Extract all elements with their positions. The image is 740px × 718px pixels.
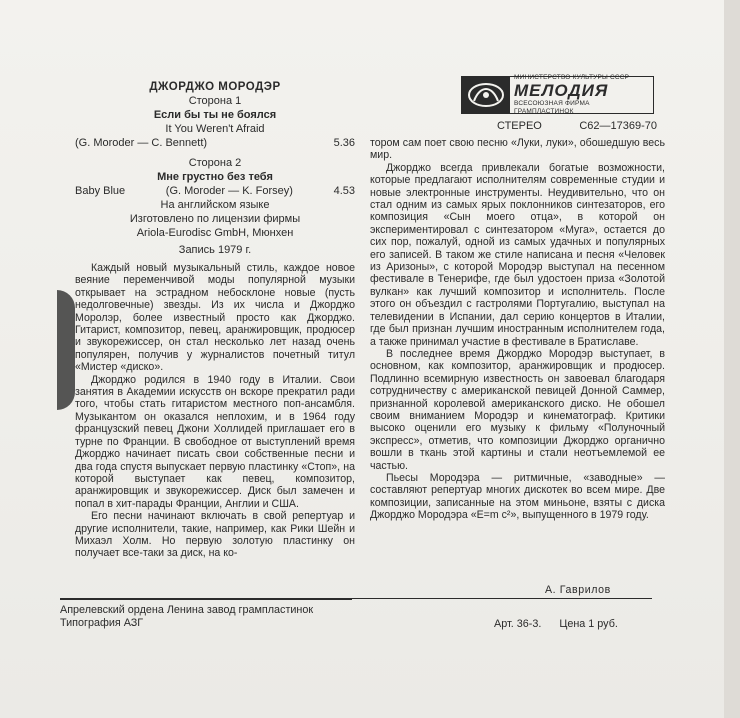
footer-manufacturer [60, 604, 313, 630]
language-note: На английском языке [160, 199, 270, 211]
catalog-line [497, 120, 657, 132]
paragraph: В последнее время Джорджо Мородэр выступает, в основном, как композитор, аранжировщик и продюсер. Подлинно всемирную известность он завоевал благодаря сотрудничеству с американской певицей Донной Саммер, признанной королевой американского диско. Не обошел своим вниманием Мородэр и кинематограф. Критики высоко оценили его музыку к фильму «Полуночный экспресс», отметив, что композиции Джорджо органично вошли в ткань этой картины и стали неотъемлемой ее частью. [370, 347, 665, 472]
article-number: Арт. 36-3. [494, 618, 542, 630]
side1-label: Сторона 1 [188, 95, 242, 107]
footer-divider [60, 598, 352, 600]
catalog-number: С62—17369-70 [579, 120, 657, 132]
price: Цена 1 руб. [559, 618, 618, 630]
stereo-label: СТЕРЕО [497, 120, 542, 132]
paragraph: тором сам поет свою песню «Луки, луки», обошедшую весь мир. [370, 137, 665, 162]
recording-year: Запись 1979 г. [178, 244, 252, 256]
track-listing [75, 80, 355, 257]
plant-name: Апрелевский ордена Ленина завод грампластинок [60, 604, 314, 616]
side2-time: 4.53 [333, 185, 355, 197]
author-signature: А. Гаврилов [545, 584, 611, 596]
logo-company: ВСЕСОЮЗНАЯ ФИРМА ГРАМПЛАСТИНОК [514, 100, 590, 115]
sleeve-edge [724, 0, 740, 718]
side1-time: 5.36 [333, 137, 355, 149]
liner-notes-right [370, 137, 665, 522]
logo-brand: МЕЛОДИЯ [514, 81, 609, 100]
side1-title-ru: Если бы ты не боялся [153, 109, 277, 121]
side1-title-en: It You Weren't Afraid [165, 123, 265, 135]
paragraph: Его песни начинают включать в свой репертуар и другие исполнители, такие, например, как Рики Шейн и Михаэл Холм. Но первую золотую пластинку он получает все-таки за диск, на ко- [75, 510, 355, 560]
side1-credits-row [75, 136, 355, 150]
artist-name: ДЖОРДЖО МОРОДЭР [149, 81, 281, 93]
side2-title-en: Baby Blue [75, 185, 126, 197]
liner-notes-left [75, 262, 355, 560]
melodiya-emblem-icon [462, 77, 510, 113]
paragraph: Пьесы Мородэра — ритмичные, «заводные» — составляют репертуар многих дискотек во всем мире. Две композиции, записанные на этом миньоне, взяты с диска Джорджо Мородэра «E=m c²», выпущенного в 1979 году. [370, 471, 665, 522]
paragraph: Каждый новый музыкальный стиль, каждое новое веяние переменчивой моды популярной музыки открывает на эстрадном небосклоне новые (пусть недолговечные) звезды. Из их числа и Джорджо Моролэр, более известный просто как Джорджо. Гитарист, композитор, певец, аранжировщик, продюсер и звукорежиссер, он стал несколько лет назад очень популярен, получив у журналистов почетный титул «Мистер «диско». [75, 262, 355, 374]
footer-price [494, 618, 618, 630]
print-shop: Типография АЗГ [60, 617, 144, 629]
side2-title-ru: Мне грустно без тебя [157, 171, 273, 183]
license-line-2: Ariola-Eurodisc GmbH, Мюнхен [136, 227, 294, 239]
paragraph: Джорджо всегда привлекали богатые возможности, которые предлагают исполнителям современные студии и новые электронные инструменты. Неудивительно, что он стал одним из самых ярых поклонников синтезаторов, его композиция «Сын моего отца», в которой он экспериментировал с синтезатором «Муга», остается до сих пор, пожалуй, одной из самых удачных и популярных его записей. В таком же стиле написана и песня «Человек из Аризоны», с которой Мородэр выступал на песенном фестивале в Тенерифе, где был удостоен приза «Золотой вулкан» как лучший композитор и исполнитель. После этого он объездил с гастролями Португалию, выступал на телевидении в Испании, дал серию концертов в Италии, где был признан лучшим иностранным исполнителем года, а также принимал участие в фестивале в Братиславе. [370, 161, 665, 348]
melodiya-logo [461, 76, 654, 114]
footer-divider-thin [352, 598, 652, 599]
side1-credits: (G. Moroder — C. Bennett) [75, 137, 208, 149]
side2-credits-row [75, 184, 355, 198]
side2-credits: (G. Moroder — K. Forsey) [165, 185, 293, 197]
license-line-1: Изготовлено по лицензии фирмы [129, 213, 301, 225]
logo-ministry: МИНИСТЕРСТВО КУЛЬТУРЫ СССР [514, 74, 630, 81]
paragraph: Джорджо родился в 1940 году в Италии. Свои занятия в Академии искусств он вскоре прекратил ради того, чтобы стать гитаристом местного поп-ансамбля. Музыкантом он оказался неплохим, и в 1964 году французский певец Джони Холлидей приглашает его в турне по Франции. В свободное от выступлений время Джорджо начинает писать свои собственные песни и два года спустя выпускает первую пластинку «Стоп», на которой выступает как певец, композитор, аранжировщик и звукорежиссер. Диск был замечен и попал в хит-парады Франции, Англии и США. [75, 373, 355, 510]
side2-label: Сторона 2 [188, 157, 242, 169]
vinyl-record-edge [57, 290, 75, 410]
